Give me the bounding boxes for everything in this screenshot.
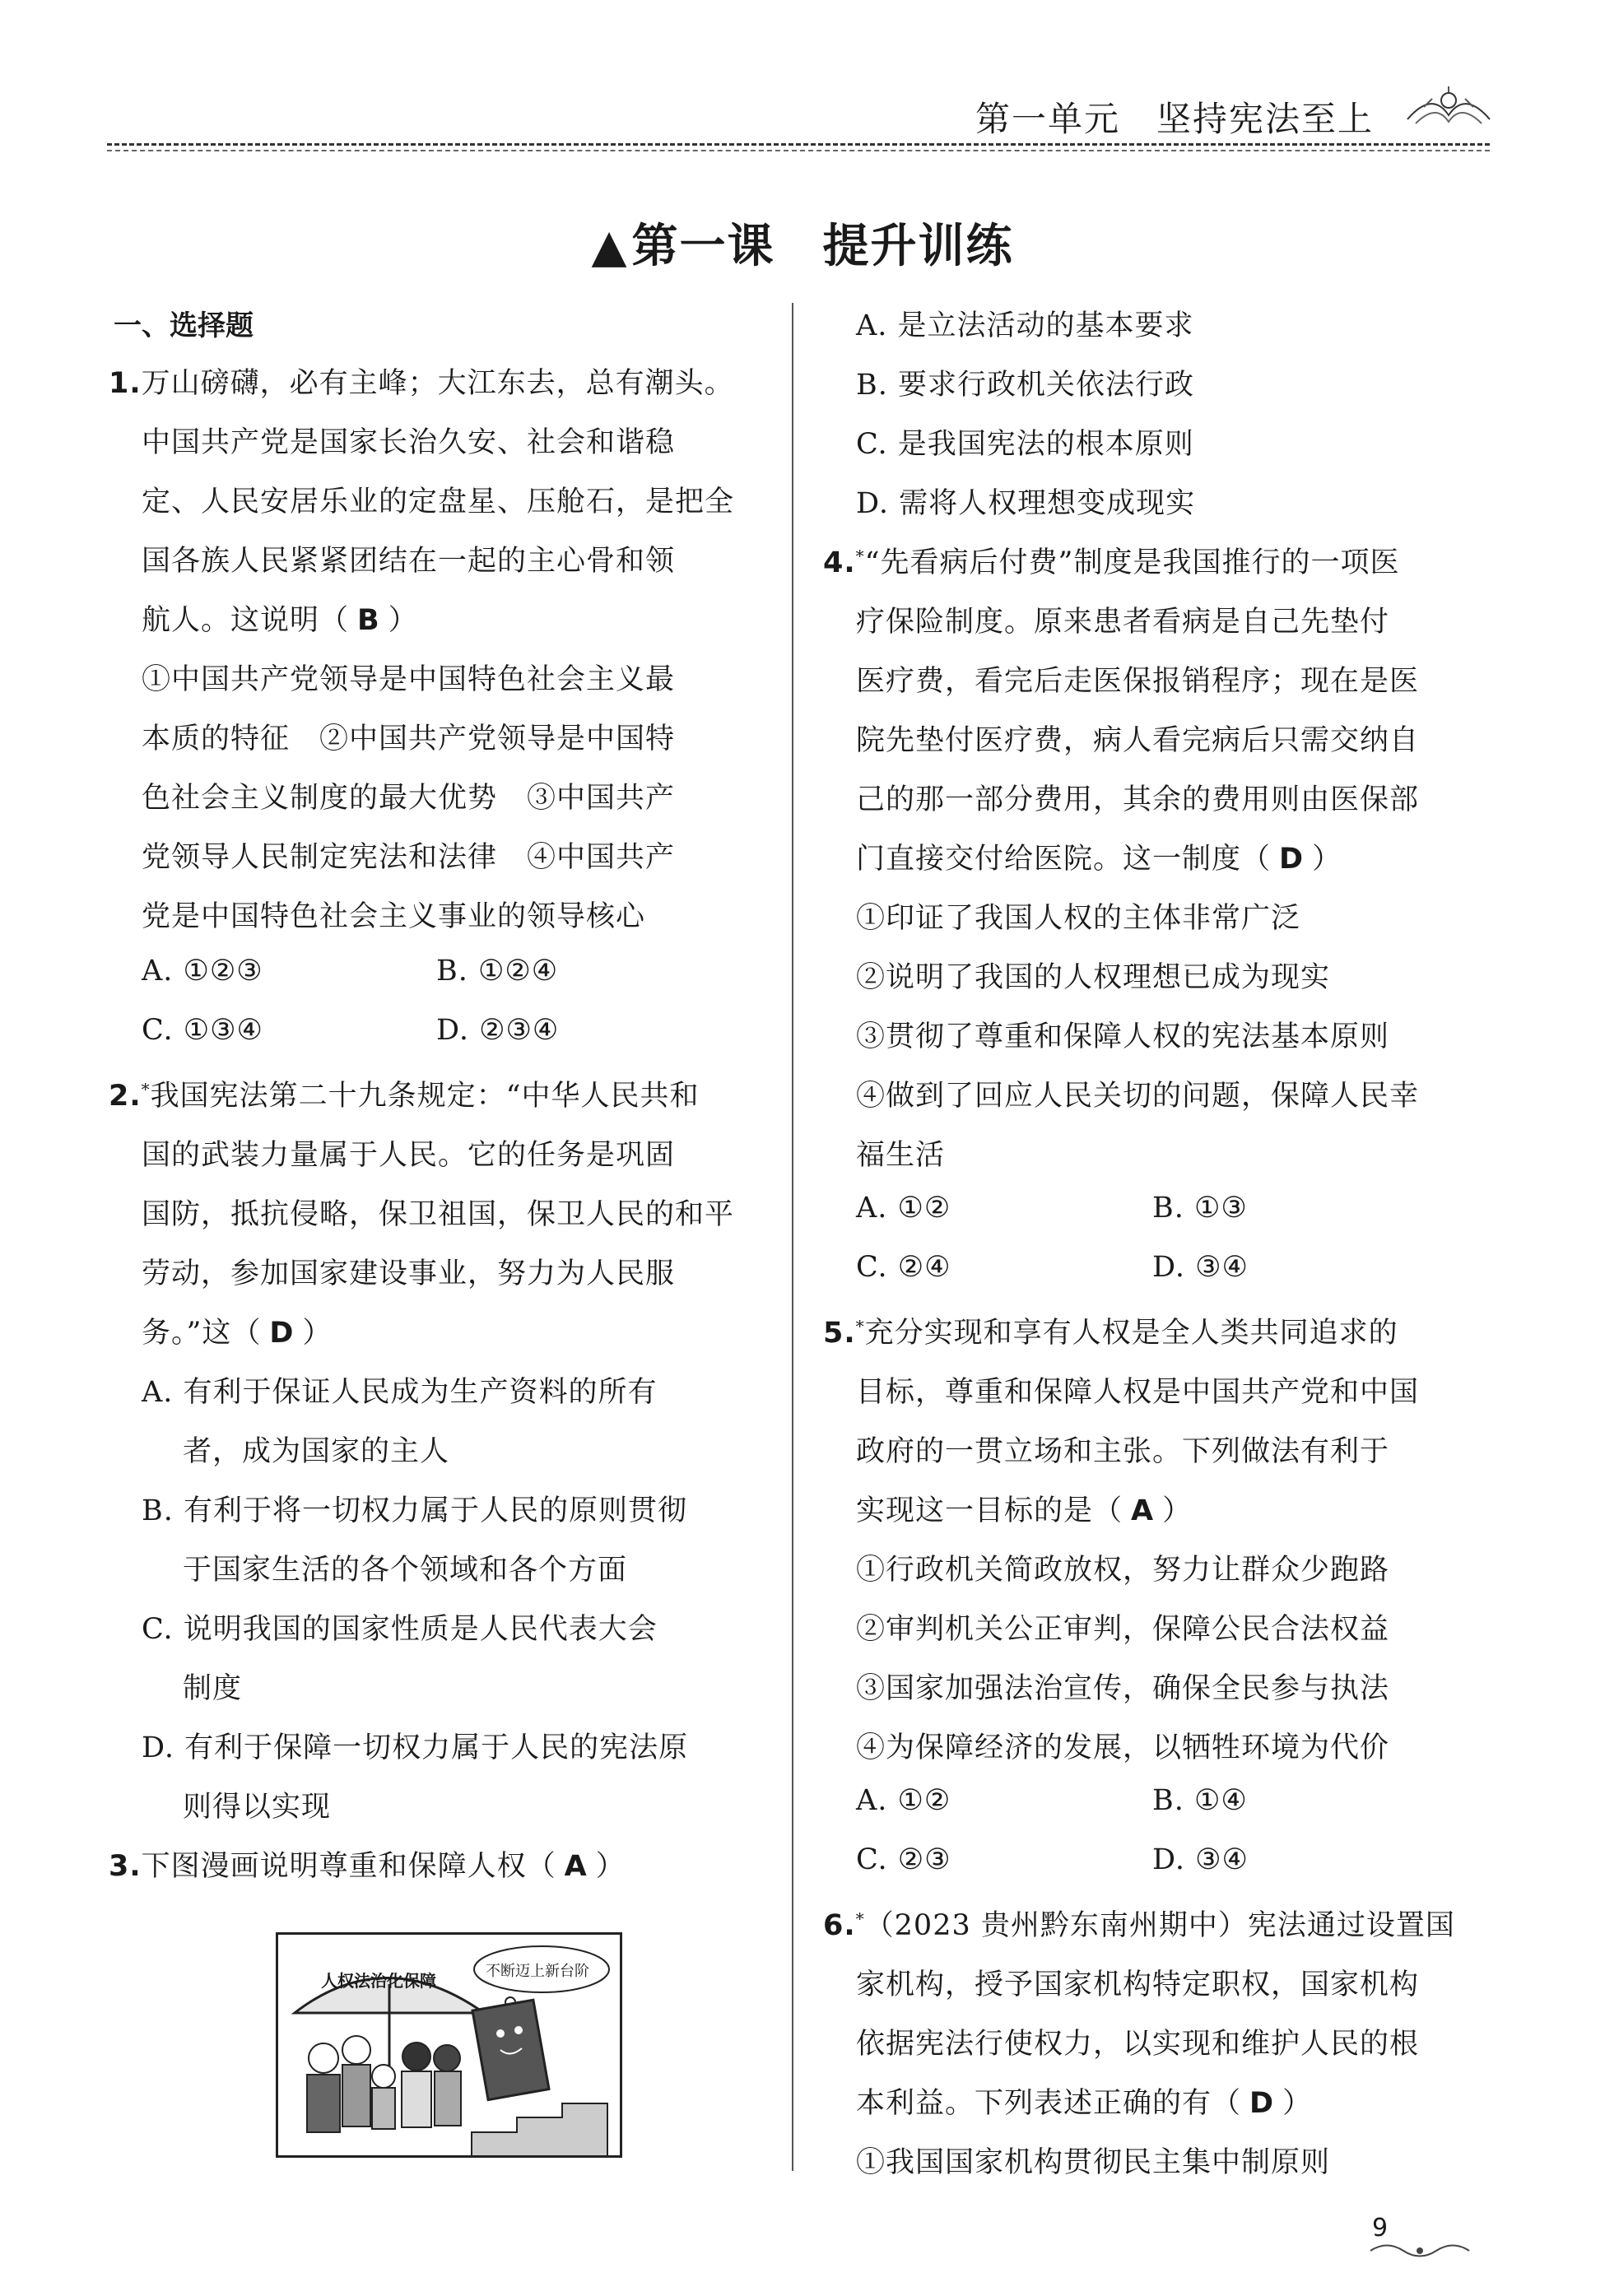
question-1-line: 中国共产党是国家长治久安、社会和谐稳 (142, 426, 676, 459)
question-6-line: 依据宪法行使权力，以实现和维护人民的根 (856, 2028, 1420, 2061)
statement-line: 党领导人民制定宪法和法律 ④中国共产 (142, 841, 676, 874)
answer: D (269, 1317, 295, 1350)
paren-close: ） (1282, 2087, 1313, 2120)
option-c: C. 是我国宪法的根本原则 (856, 428, 1194, 461)
question-5-line: 政府的一贯立场和主张。下列做法有利于 (856, 1435, 1390, 1468)
question-1-line: 国各族人民紧紧团结在一起的主心骨和领 (142, 545, 676, 578)
lesson-title (0, 210, 1605, 276)
answer: D (1249, 2087, 1275, 2120)
statement-line: ①印证了我国人权的主体非常广泛 (856, 902, 1301, 935)
option-b: B. 要求行政机关依法行政 (856, 369, 1194, 402)
stem-text: 实现这一目标的是（ (856, 1494, 1124, 1527)
option-a-cont: 者，成为国家的主人 (183, 1435, 450, 1468)
question-text: 充分实现和享有人权是全人类共同追求的 (864, 1317, 1398, 1350)
question-4-line (823, 540, 1399, 581)
cartoon-illustration (276, 1932, 622, 2158)
question-4-stem-end (856, 836, 1342, 877)
paren-close: ） (1312, 843, 1342, 876)
question-4-line: 院先垫付医疗费，病人看完病后只需交纳自 (856, 724, 1420, 757)
triangle-icon: ▲ (591, 220, 629, 273)
statement-line: ①我国国家机构贯彻民主集中制原则 (856, 2146, 1331, 2179)
question-text: 下图漫画说明尊重和保障人权（ (141, 1850, 556, 1883)
statement-line: ③贯彻了尊重和保障人权的宪法基本原则 (856, 1020, 1390, 1053)
question-1-stem-end (142, 597, 418, 639)
question-number: 3. (109, 1850, 142, 1883)
paren-close: ） (1162, 1494, 1193, 1527)
decorative-ornament-icon (1399, 82, 1498, 132)
option-d: D. ③④ (1152, 1843, 1249, 1876)
statement-line: ②说明了我国的人权理想已成为现实 (856, 961, 1331, 994)
question-5-stem-end (856, 1488, 1192, 1529)
statement-line: ③国家加强法治宣传，确保全民参与执法 (856, 1672, 1390, 1705)
stem-text: 门直接交付给医院。这一制度（ (856, 843, 1272, 876)
option-d-cont: 则得以实现 (183, 1791, 332, 1824)
question-2-line: 劳动，参加国家建设事业，努力为人民服 (142, 1257, 676, 1290)
statement-line: ④做到了回应人民关切的问题，保障人民幸 (856, 1080, 1420, 1113)
question-4-line: 己的那一部分费用，其余的费用则由医保部 (856, 783, 1420, 816)
option-a: A. ①② (856, 1784, 951, 1817)
answer: B (357, 604, 380, 637)
paren-close: ） (595, 1850, 626, 1883)
stem-text: 航人。这说明（ (142, 604, 350, 637)
statement-line: ②审判机关公正审判，保障公民合法权益 (856, 1613, 1390, 1646)
unit-title: 第一单元 坚持宪法至上 (975, 99, 1375, 139)
section-title: 一、选择题 (114, 309, 254, 342)
question-4-line: 医疗费，看完后走医保报销程序；现在是医 (856, 665, 1420, 698)
star-mark: * (855, 546, 865, 566)
question-6-line (823, 1903, 1455, 1944)
column-divider (792, 303, 793, 2171)
paren-close: ） (388, 604, 418, 637)
question-2-line: 国防，抵抗侵略，保卫祖国，保卫人民的和平 (142, 1198, 735, 1231)
option-c-cont: 制度 (183, 1672, 243, 1705)
stem-text: 务。”这（ (142, 1317, 262, 1350)
option-c: C. ②④ (856, 1251, 951, 1284)
question-text: 万山磅礴，必有主峰；大江东去，总有潮头。 (141, 367, 734, 400)
statement-line: ①中国共产党领导是中国特色社会主义最 (142, 663, 676, 696)
option-a: A. 是立法活动的基本要求 (856, 309, 1194, 342)
question-3-line (109, 1843, 626, 1885)
option-b: B. ①②④ (436, 955, 559, 988)
question-5-line: 目标，尊重和保障人权是中国共产党和中国 (856, 1376, 1420, 1409)
answer: A (564, 1850, 588, 1883)
answer: D (1279, 843, 1305, 876)
umbrella-label: 人权法治化保障 (321, 1971, 436, 1991)
question-2-stem-end (142, 1310, 332, 1351)
option-d: D. ②③④ (436, 1014, 560, 1047)
statement-line: 福生活 (856, 1139, 946, 1172)
option-c: C. 说明我国的国家性质是人民代表大会 (142, 1613, 658, 1646)
option-b-cont: 于国家生活的各个领域和各个方面 (183, 1554, 628, 1587)
statement-line: ①行政机关简政放权，努力让群众少跑路 (856, 1554, 1390, 1587)
speech-bubble-text: 不断迈上新台阶 (486, 1963, 589, 1980)
option-a: A. 有利于保证人民成为生产资料的所有 (142, 1376, 658, 1409)
option-d: D. 需将人权理想变成现实 (856, 487, 1196, 520)
statement-line: 党是中国特色社会主义事业的领导核心 (142, 900, 646, 933)
star-mark: * (855, 1316, 865, 1336)
statement-line: 本质的特征 ②中国共产党领导是中国特 (142, 723, 676, 755)
star-mark: * (141, 1079, 151, 1099)
option-b: B. 有利于将一切权力属于人民的原则贯彻 (142, 1494, 687, 1527)
header-divider (107, 143, 1490, 146)
question-number: 5. (823, 1317, 856, 1350)
option-d: D. ③④ (1152, 1251, 1249, 1284)
question-1-line (109, 360, 734, 402)
stem-text: 本利益。下列表述正确的有（ (856, 2087, 1242, 2120)
statement-line: 色社会主义制度的最大优势 ③中国共产 (142, 782, 676, 815)
question-4-line: 疗保险制度。原来患者看病是自己先垫付 (856, 606, 1390, 639)
question-6-line: 家机构，授予国家机构特定职权，国家机构 (856, 1968, 1420, 2001)
question-text: 我国宪法第二十九条规定：“中华人民共和 (150, 1080, 700, 1113)
option-b: B. ①④ (1152, 1784, 1248, 1817)
statement-line: ④为保障经济的发展，以牺牲环境为代价 (856, 1731, 1390, 1764)
option-d: D. 有利于保障一切权力属于人民的宪法原 (142, 1731, 689, 1764)
question-text: （2023 贵州黔东南州期中）宪法通过设置国 (864, 1909, 1455, 1942)
lesson-title-text: 第一课 提升训练 (631, 220, 1014, 273)
question-text: “先看病后付费”制度是我国推行的一项医 (864, 546, 1400, 579)
footer-ornament-icon (1366, 2238, 1482, 2263)
star-mark: * (855, 1908, 865, 1929)
header-divider-secondary (107, 150, 1490, 151)
question-5-line (823, 1310, 1398, 1351)
question-1-line: 定、人民安居乐业的定盘星、压舱石，是把全 (142, 486, 735, 518)
option-b: B. ①③ (1152, 1192, 1248, 1225)
option-a: A. ①② (856, 1192, 951, 1225)
answer: A (1131, 1494, 1155, 1527)
question-2-line (109, 1073, 700, 1114)
option-a: A. ①②③ (142, 955, 263, 988)
question-6-stem-end (856, 2080, 1312, 2122)
page-number: 9 (1372, 2214, 1389, 2243)
question-number: 6. (823, 1909, 856, 1942)
question-number: 2. (109, 1080, 142, 1113)
question-number: 4. (823, 546, 856, 579)
option-c: C. ②③ (856, 1843, 951, 1876)
question-number: 1. (109, 367, 142, 400)
question-2-line: 国的武装力量属于人民。它的任务是巩固 (142, 1139, 676, 1172)
paren-close: ） (302, 1317, 333, 1350)
option-c: C. ①③④ (142, 1014, 263, 1047)
